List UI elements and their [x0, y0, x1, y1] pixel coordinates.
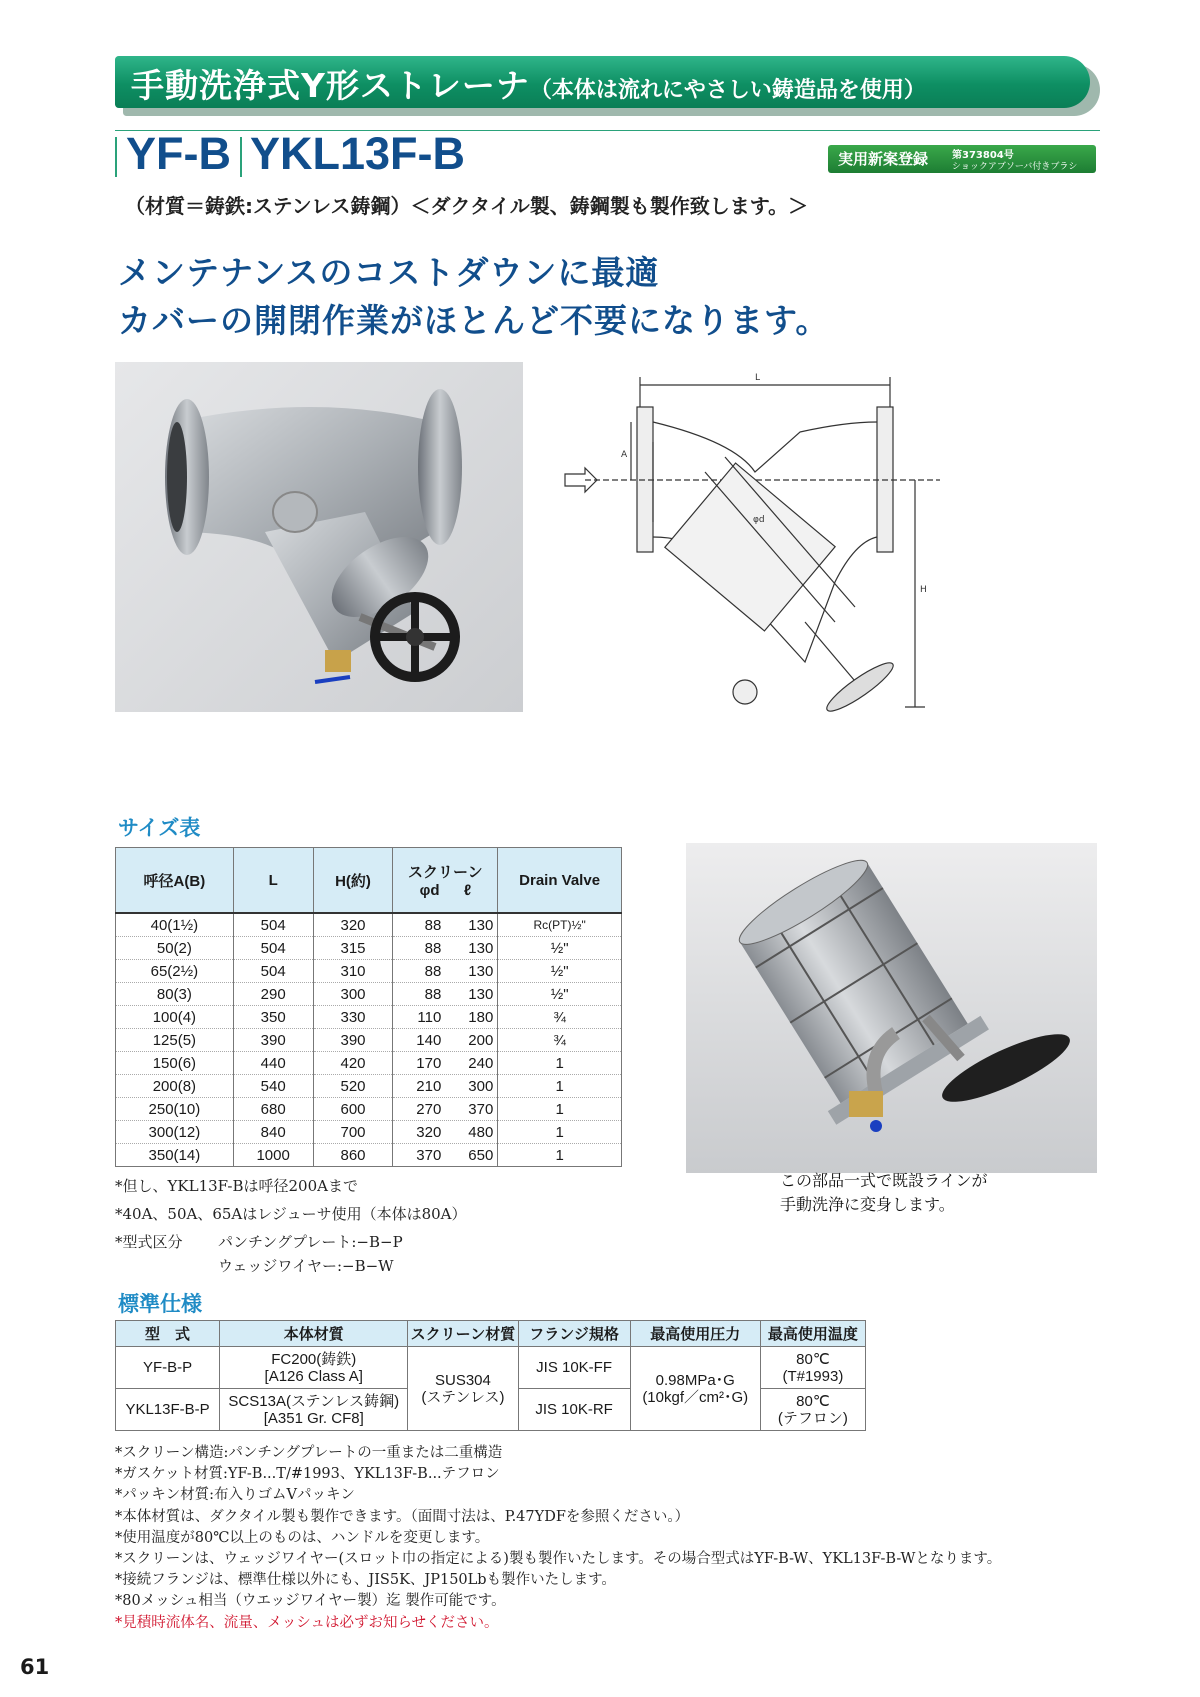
- size-cell-nom: 300(12): [116, 1121, 234, 1144]
- size-cell-L: 390: [233, 1029, 313, 1052]
- spec-pressure: [630, 1347, 760, 1431]
- size-cell-L: 680: [233, 1098, 313, 1121]
- size-cell-drain: 1: [498, 1098, 622, 1121]
- size-cell-screen: [393, 1144, 498, 1167]
- strainer-photo: [115, 362, 523, 712]
- size-row: [116, 1121, 622, 1144]
- size-cell-screen-l: 130: [468, 985, 494, 1003]
- size-cell-screen: [393, 1075, 498, 1098]
- size-cell-screen-l: 180: [468, 1008, 494, 1026]
- spec-r2-model: YKL13F-B-P: [116, 1389, 220, 1431]
- spec-note: *本体材質は、ダクタイル製も製作できます。（面間寸法は、P.47YDFを参照ください。）: [115, 1508, 690, 1525]
- diagram-label-H: H: [920, 585, 927, 595]
- size-cell-screen-d: 110: [417, 1008, 442, 1026]
- size-cell-L: 504: [233, 913, 313, 937]
- size-cell-H: 700: [313, 1121, 393, 1144]
- spec-header-pressure: 最高使用圧力: [630, 1321, 760, 1347]
- spec-table: [115, 1320, 866, 1431]
- banner-subtitle: （本体は流れにやさしい鋳造品を使用）: [529, 78, 926, 103]
- size-row: [116, 1029, 622, 1052]
- size-cell-H: 320: [313, 913, 393, 937]
- header-nominal: 呼径A(B): [116, 848, 234, 914]
- size-cell-screen-d: 270: [416, 1100, 442, 1118]
- spec-r1-model: YF-B-P: [116, 1347, 220, 1389]
- size-cell-L: 290: [233, 983, 313, 1006]
- spec-screen2: (ステンレス): [421, 1388, 505, 1406]
- size-table: [115, 847, 622, 1167]
- size-cell-screen-l: 370: [468, 1100, 494, 1118]
- spec-header-screen: スクリーン材質: [408, 1321, 518, 1347]
- photo-caption-2: 手動洗浄に変身します。: [780, 1195, 955, 1214]
- size-cell-screen-l: 130: [468, 939, 494, 957]
- size-cell-screen-l: 300: [468, 1077, 494, 1095]
- size-cell-H: 600: [313, 1098, 393, 1121]
- size-cell-screen: [393, 1121, 498, 1144]
- size-cell-nom: 80(3): [116, 983, 234, 1006]
- spec-note: *接続フランジは、標準仕様以外にも、JIS5K、JP150Lbも製作いたします。: [115, 1572, 616, 1589]
- header-drain: Drain Valve: [498, 848, 622, 914]
- size-cell-nom: 250(10): [116, 1098, 234, 1121]
- size-cell-screen-d: 320: [416, 1123, 442, 1141]
- size-row: [116, 937, 622, 960]
- size-note-3a: パンチングプレート:−B−P: [218, 1233, 403, 1251]
- size-cell-nom: 150(6): [116, 1052, 234, 1075]
- spec-note: *使用温度が80℃以上のものは、ハンドルを変更します。: [115, 1529, 490, 1546]
- size-cell-drain: ½": [498, 937, 622, 960]
- banner-title-main: 手動洗浄式Y形ストレーナ: [131, 66, 530, 105]
- model-bar-mid: [240, 137, 242, 177]
- size-cell-screen-l: 130: [468, 962, 494, 980]
- spec-screen1: SUS304: [435, 1371, 491, 1389]
- size-cell-nom: 200(8): [116, 1075, 234, 1098]
- spec-r1-temp: [760, 1347, 865, 1389]
- size-cell-screen: [393, 937, 498, 960]
- patent-label: 実用新案登録: [838, 150, 929, 168]
- spec-note: *スクリーンは、ウェッジワイヤー(スロット巾の指定による)製も製作いたします。その場合型式はYF-B-W、YKL13F-B-Wとなります。: [115, 1551, 1002, 1568]
- diagram-label-d: φd: [753, 515, 765, 525]
- size-row: [116, 913, 622, 937]
- size-cell-L: 840: [233, 1121, 313, 1144]
- size-cell-drain: ¾: [498, 1029, 622, 1052]
- spec-header-model: 型 式: [116, 1321, 220, 1347]
- spec-screen: [408, 1347, 518, 1431]
- size-row: [116, 1098, 622, 1121]
- spec-header-flange: フランジ規格: [518, 1321, 630, 1347]
- photo-caption-1: この部品一式で既設ラインが: [780, 1171, 988, 1190]
- size-cell-H: 390: [313, 1029, 393, 1052]
- size-cell-H: 860: [313, 1144, 393, 1167]
- size-cell-L: 540: [233, 1075, 313, 1098]
- size-cell-L: 1000: [233, 1144, 313, 1167]
- size-cell-drain: ½": [498, 960, 622, 983]
- size-row: [116, 1144, 622, 1167]
- header-H: H(約): [313, 848, 393, 914]
- model-name-b: YKL13F-B: [250, 128, 466, 179]
- size-cell-H: 300: [313, 983, 393, 1006]
- size-cell-L: 440: [233, 1052, 313, 1075]
- size-cell-nom: 65(2½): [116, 960, 234, 983]
- size-note-1: *但し、YKL13F-Bは呼径200Aまで: [115, 1177, 358, 1195]
- header-screen-d: φd: [419, 882, 440, 899]
- screen-assembly-photo: [686, 843, 1097, 1173]
- size-cell-screen-l: 130: [468, 916, 494, 934]
- size-cell-L: 504: [233, 937, 313, 960]
- spec-pressure2: (10kgf／cm²･G): [642, 1388, 749, 1406]
- spec-r2-flange: JIS 10K-RF: [518, 1389, 630, 1431]
- strainer-diagram: [555, 362, 955, 732]
- size-cell-L: 504: [233, 960, 313, 983]
- spec-header-body: 本体材質: [220, 1321, 408, 1347]
- header-screen-label: スクリーン: [407, 864, 483, 881]
- patent-number: 第373804号: [952, 150, 1014, 161]
- size-cell-screen-l: 200: [468, 1031, 494, 1049]
- size-cell-screen-l: 650: [468, 1146, 494, 1164]
- size-cell-drain: ¾: [498, 1006, 622, 1029]
- spec-r1-body1: FC200(鋳鉄): [271, 1350, 357, 1368]
- header-screen-l: ℓ: [463, 882, 472, 899]
- patent-note: ショックアブソーバ付きブラシ: [952, 162, 1078, 172]
- size-cell-screen: [393, 1006, 498, 1029]
- spec-r2-temp: [760, 1389, 865, 1431]
- size-cell-screen: [393, 1029, 498, 1052]
- size-cell-drain: 1: [498, 1121, 622, 1144]
- size-cell-screen-d: 88: [424, 916, 442, 934]
- spec-r2-body1: SCS13A(ステンレス鋳鋼): [228, 1392, 400, 1410]
- spec-note: *ガスケット材質:YF-B...T/#1993、YKL13F-B...テフロン: [115, 1466, 500, 1483]
- size-table-title: サイズ表: [118, 816, 201, 840]
- size-cell-screen-d: 370: [416, 1146, 442, 1164]
- spec-r1-body2: [A126 Class A]: [264, 1367, 363, 1385]
- size-cell-drain: 1: [498, 1052, 622, 1075]
- size-row: [116, 1006, 622, 1029]
- page-number: 61: [20, 1655, 50, 1679]
- size-cell-H: 310: [313, 960, 393, 983]
- size-cell-H: 520: [313, 1075, 393, 1098]
- size-cell-nom: 100(4): [116, 1006, 234, 1029]
- header-screen-sub: [393, 882, 497, 899]
- spec-r2-body: [220, 1389, 408, 1431]
- size-cell-drain: 1: [498, 1075, 622, 1098]
- spec-header-temp: 最高使用温度: [760, 1321, 865, 1347]
- model-bar-left: [115, 137, 117, 177]
- size-cell-screen-d: 210: [416, 1077, 442, 1095]
- size-cell-nom: 125(5): [116, 1029, 234, 1052]
- size-cell-screen-d: 170: [416, 1054, 442, 1072]
- patent-badge: [828, 145, 1096, 173]
- title-banner: [115, 56, 1100, 116]
- spec-r1-flange: JIS 10K-FF: [518, 1347, 630, 1389]
- spec-note: *80メッシュ相当（ウエッジワイヤー製）迄 製作可能です。: [115, 1593, 506, 1610]
- size-cell-screen-l: 240: [468, 1054, 494, 1072]
- size-row: [116, 983, 622, 1006]
- size-cell-screen: [393, 960, 498, 983]
- size-cell-drain: 1: [498, 1144, 622, 1167]
- spec-note-red: *見積時流体名、流量、メッシュは必ずお知らせください。: [115, 1614, 499, 1631]
- size-cell-screen-d: 88: [424, 939, 442, 957]
- size-cell-screen-d: 88: [424, 985, 442, 1003]
- spec-r2-temp2: (テフロン): [777, 1409, 848, 1427]
- spec-note: *スクリーン構造:パンチングプレートの一重または二重構造: [115, 1445, 503, 1461]
- size-cell-screen: [393, 983, 498, 1006]
- spec-title: 標準仕様: [118, 1292, 202, 1316]
- header-screen: [393, 848, 498, 914]
- header-L: L: [233, 848, 313, 914]
- size-cell-nom: 350(14): [116, 1144, 234, 1167]
- size-note-2: *40A、50A、65Aはレジューサ使用（本体は80A）: [115, 1205, 467, 1223]
- size-cell-H: 420: [313, 1052, 393, 1075]
- size-cell-drain: ½": [498, 983, 622, 1006]
- size-row: [116, 1075, 622, 1098]
- spec-r1-body: [220, 1347, 408, 1389]
- spec-note: *パッキン材質:布入りゴムVパッキン: [115, 1487, 355, 1504]
- diagram-label-L: L: [755, 373, 761, 383]
- spec-pressure1: 0.98MPa･G: [655, 1371, 735, 1389]
- size-cell-screen-d: 140: [416, 1031, 442, 1049]
- size-cell-H: 315: [313, 937, 393, 960]
- spec-r2-temp1: 80℃: [796, 1392, 830, 1410]
- diagram-label-A: A: [621, 450, 628, 460]
- banner-title: [131, 60, 926, 107]
- size-cell-nom: 50(2): [116, 937, 234, 960]
- size-cell-H: 330: [313, 1006, 393, 1029]
- spec-r1-temp2: (T#1993): [782, 1367, 844, 1385]
- size-cell-screen: [393, 913, 498, 937]
- size-row: [116, 1052, 622, 1075]
- size-cell-drain: Rc(PT)½": [498, 913, 622, 937]
- model-name-a: YF-B: [126, 128, 231, 179]
- spec-notes: [115, 1443, 1001, 1634]
- size-row: [116, 960, 622, 983]
- size-cell-screen: [393, 1052, 498, 1075]
- headline-2: カバーの開閉作業がほとんど不要になります。: [118, 301, 830, 340]
- size-cell-screen: [393, 1098, 498, 1121]
- spec-r1-temp1: 80℃: [796, 1350, 830, 1368]
- size-cell-screen-l: 480: [468, 1123, 494, 1141]
- material-line: （材質＝鋳鉄:ステンレス鋳鋼）＜ダクタイル製、鋳鋼製も製作致します。＞: [125, 194, 809, 218]
- headline-1: メンテナンスのコストダウンに最適: [118, 253, 660, 292]
- size-cell-L: 350: [233, 1006, 313, 1029]
- size-cell-screen-d: 88: [424, 962, 442, 980]
- size-note-3-label: *型式区分: [115, 1233, 183, 1251]
- size-note-3b: ウェッジワイヤー:−B−W: [218, 1257, 394, 1275]
- size-cell-nom: 40(1½): [116, 913, 234, 937]
- spec-r2-body2: [A351 Gr. CF8]: [263, 1409, 364, 1427]
